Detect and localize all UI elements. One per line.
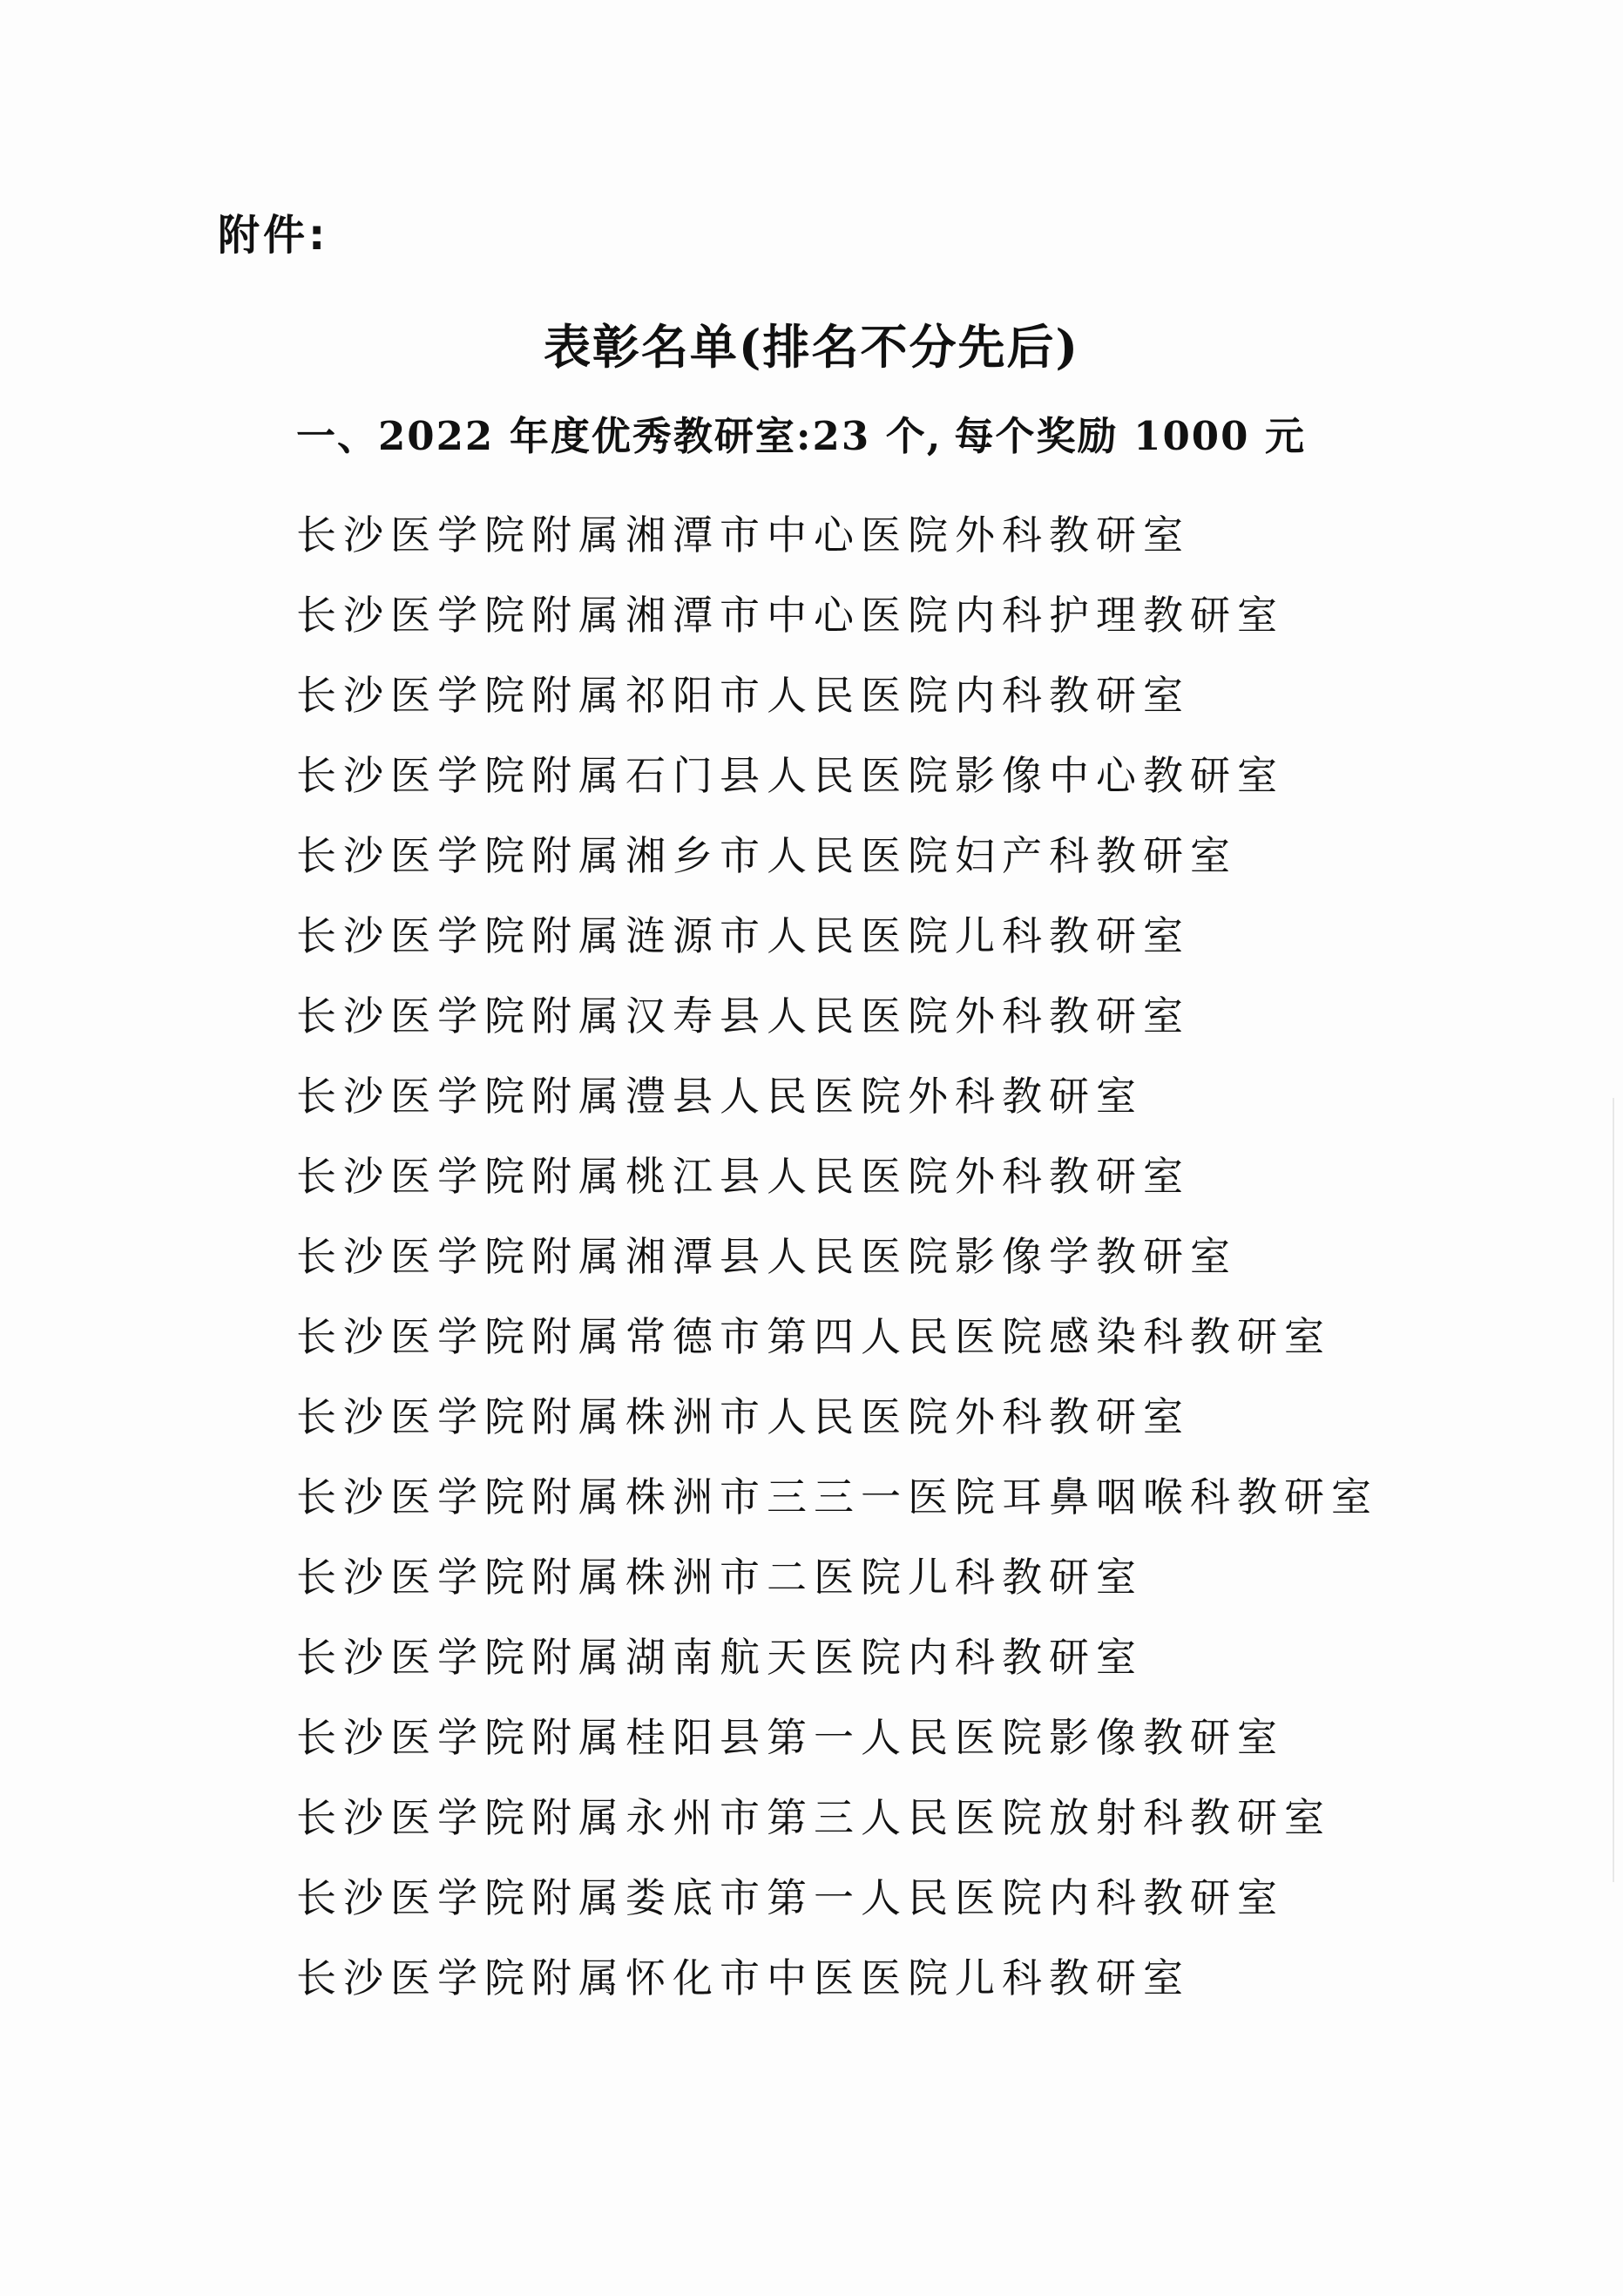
attachment-label: 附件: [218, 211, 329, 260]
list-item: 长沙医学院附属怀化市中医医院儿科教研室 [296, 1954, 1190, 2001]
list-item: 长沙医学院附属汉寿县人民医院外科教研室 [296, 992, 1190, 1040]
list-item: 长沙医学院附属祁阳市人民医院内科教研室 [296, 672, 1190, 719]
section-heading [296, 408, 1306, 465]
list-item: 长沙医学院附属桃江县人民医院外科教研室 [296, 1153, 1190, 1200]
list-item: 长沙医学院附属株洲市人民医院外科教研室 [296, 1393, 1190, 1440]
list-item: 长沙医学院附属石门县人民医院影像中心教研室 [296, 752, 1284, 799]
list-item: 长沙医学院附属株洲市三三一医院耳鼻咽喉科教研室 [296, 1473, 1378, 1521]
list-item: 长沙医学院附属湖南航天医院内科教研室 [296, 1634, 1143, 1681]
section-award-text: 每个奖励 1000 元 [954, 413, 1307, 459]
list-item: 长沙医学院附属娄底市第一人民医院内科教研室 [296, 1874, 1284, 1921]
list-item: 长沙医学院附属澧县人民医院外科教研室 [296, 1073, 1143, 1120]
list-item: 长沙医学院附属桂阳县第一人民医院影像教研室 [296, 1714, 1284, 1761]
award-unit-list [296, 495, 1378, 2018]
list-item: 长沙医学院附属常德市第四人民医院感染科教研室 [296, 1313, 1331, 1360]
list-item: 长沙医学院附属涟源市人民医院儿科教研室 [296, 912, 1190, 959]
list-item: 长沙医学院附属湘乡市人民医院妇产科教研室 [296, 832, 1237, 879]
list-item: 长沙医学院附属永州市第三人民医院放射科教研室 [296, 1794, 1331, 1841]
document-title: 表彰名单(排名不分先后) [543, 319, 1080, 375]
list-item: 长沙医学院附属湘潭县人民医院影像学教研室 [296, 1233, 1237, 1280]
list-item: 长沙医学院附属湘潭市中心医院外科教研室 [296, 511, 1190, 559]
section-heading-prefix: 一、2022 年度优秀教研室:23 个, [296, 413, 943, 459]
scan-edge-line [1613, 1098, 1614, 1882]
list-item: 长沙医学院附属湘潭市中心医院内科护理教研室 [296, 592, 1284, 639]
list-item: 长沙医学院附属株洲市二医院儿科教研室 [296, 1554, 1143, 1601]
